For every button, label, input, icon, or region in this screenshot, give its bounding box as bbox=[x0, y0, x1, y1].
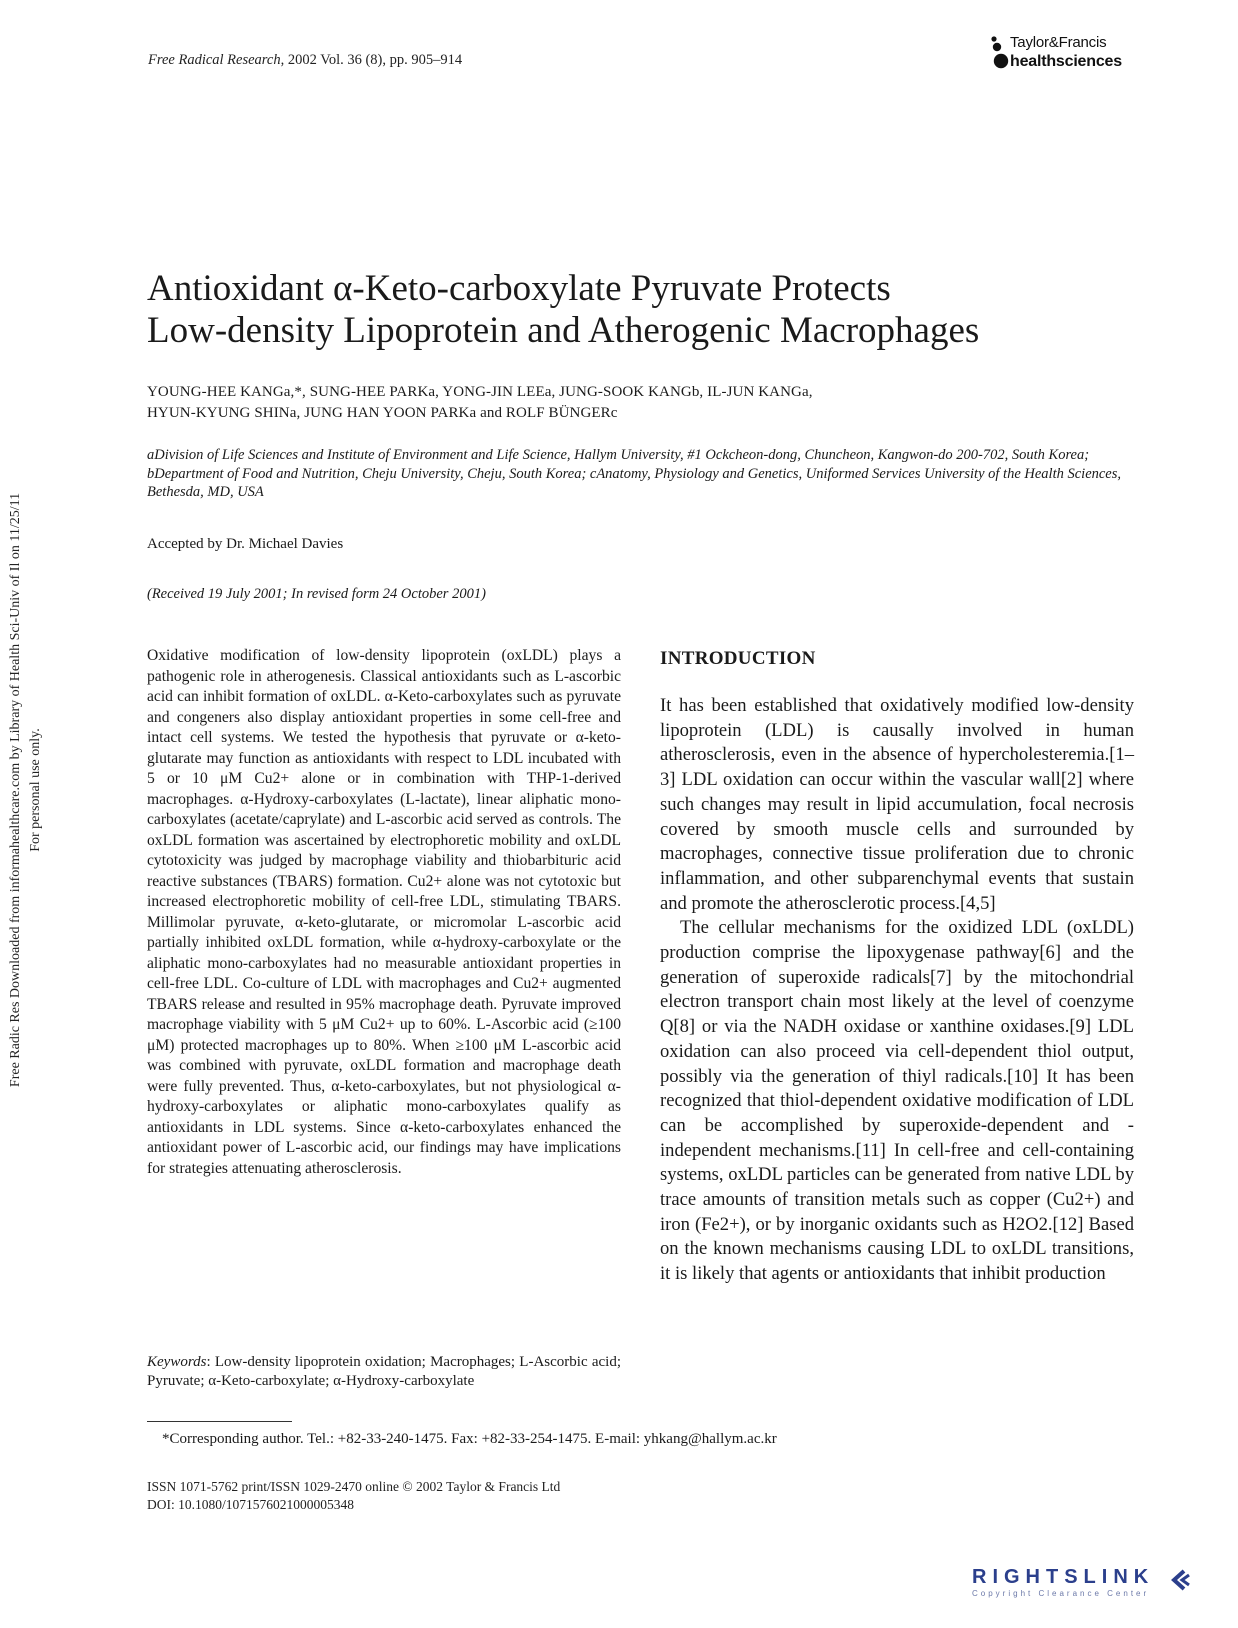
introduction-body bbox=[660, 694, 1134, 1287]
received-dates: (Received 19 July 2001; In revised form 24 October 2001) bbox=[147, 586, 486, 602]
authors-line-1: YOUNG-HEE KANGa,*, SUNG-HEE PARKa, YONG-JIN LEEa, JUNG-SOOK KANGb, IL-JUN KANGa, bbox=[147, 384, 813, 400]
journal-volume-pages: , 2002 Vol. 36 (8), pp. 905–914 bbox=[280, 52, 463, 68]
intro-paragraph-2: The cellular mechanisms for the oxidized LDL (oxLDL) production comprise the lipoxygenase pathway[6] and the generation of superoxide radicals[7] by the mitochondrial electron transport chain most likely at the level of coenzyme Q[8] or via the NADH oxidase or xanthine oxidases.[9] LDL oxidation can also proceed via cell-dependent thiol output, possibly via the generation of thiyl radicals.[10] It has been recognized that thiol-dependent oxidative modification of LDL can be accomplished by superoxide-dependent and -independent mechanisms.[11] In cell-free and cell-containing systems, oxLDL particles can be generated from native LDL by trace amounts of transition metals such as copper (Cu2+) and iron (Fe2+), or by inorganic oxidants such as H2O2.[12] Based on the known mechanisms causing LDL to oxLDL transitions, it is likely that agents or antioxidants that inhibit production bbox=[660, 917, 1134, 1285]
publisher-logo bbox=[988, 34, 1148, 74]
title-line-2: Low-density Lipoprotein and Atherogenic Macrophages bbox=[147, 310, 980, 351]
publisher-name: Taylor&Francis bbox=[1010, 34, 1107, 51]
affiliations: aDivision of Life Sciences and Institute of Environment and Life Science, Hallym University, #1 Ockcheon-dong, Chuncheon, Kangwon-do 200-702, South Korea; bDepartment of Food and Nutrition, Cheju University, Cheju, South Korea; cAnatomy, Physiology and Genetics, Uniformed Services University of the Health Sciences, Bethesda, MD, USA bbox=[147, 447, 1122, 500]
title-line-1: Antioxidant α-Keto-carboxylate Pyruvate Protects bbox=[147, 268, 891, 309]
publication-info bbox=[147, 1478, 560, 1514]
journal-citation bbox=[148, 52, 462, 69]
author-list bbox=[147, 382, 1147, 424]
journal-name: Free Radical Research bbox=[148, 52, 281, 68]
abstract: Oxidative modification of low-density lipoprotein (oxLDL) plays a pathogenic role in atherogenesis. Classical antioxidants such as L-ascorbic acid can inhibit formation of oxLDL. α-Keto-carboxylates such as pyruvate and congeners also display antioxidant properties in some cell-free and intact cell systems. We tested the hypothesis that pyruvate or α-keto-glutarate may function as antioxidants with respect to LDL incubated with 5 or 10 μM Cu2+ alone or in combination with THP-1-derived macrophages. α-Hydroxy-carboxylates (L-lactate), linear aliphatic mono-carboxylates (acetate/caprylate) and L-ascorbic acid served as controls. The oxLDL formation was ascertained by electrophoretic mobility and oxLDL cytotoxicity was judged by macrophage viability and thiobarbituric acid reactive substances (TBARS) formation. Cu2+ alone was not cytotoxic but increased electrophoretic mobility of cell-free LDL, stimulating TBARS. Millimolar pyruvate, α-keto-glutarate, or micromolar L-ascorbic acid partially inhibited oxLDL formation, while α-hydroxy-carboxylate or the aliphatic mono-carboxylates had no measurable antioxidant properties in cell-free LDL. Co-culture of LDL with macrophages and Cu2+ augmented TBARS release and resulted in 95% macrophage death. Pyruvate improved macrophage viability with 5 μM Cu2+ up to 60%. L-Ascorbic acid (≥100 μM) protected macrophages up to 80%. When ≥100 μM L-ascorbic acid was combined with pyruvate, oxLDL formation and macrophage death were fully prevented. Thus, α-keto-carboxylates, but not physiological α-hydroxy-carboxylates or aliphatic mono-carboxylates qualify as antioxidants in LDL systems. Since α-keto-carboxylates enhanced the antioxidant power of L-ascorbic acid, our findings may have implications for strategies attenuating atherosclerosis. bbox=[147, 647, 621, 1177]
publisher-dots-icon bbox=[988, 34, 1010, 74]
authors-line-2: HYUN-KYUNG SHINa, JUNG HAN YOON PARKa and ROLF BÜNGERc bbox=[147, 405, 618, 421]
doi-line: DOI: 10.1080/1071576021000005348 bbox=[147, 1497, 354, 1512]
keywords-label: Keywords bbox=[147, 1354, 207, 1370]
download-watermark bbox=[6, 430, 50, 1150]
rightslink-badge bbox=[972, 1566, 1198, 1606]
download-notice: Free Radic Res Downloaded from informahealthcare.com by Library of Health Sci-Univ of Il on 11/25/11 bbox=[8, 492, 23, 1088]
rightslink-arrow-icon bbox=[1168, 1568, 1192, 1592]
personal-use-notice: For personal use only. bbox=[28, 728, 43, 852]
issn-line: ISSN 1071-5762 print/ISSN 1029-2470 online © 2002 Taylor & Francis Ltd bbox=[147, 1479, 561, 1494]
rightslink-logo-text: RIGHTSLINK bbox=[972, 1566, 1155, 1588]
rightslink-subtitle: Copyright Clearance Center bbox=[972, 1589, 1150, 1598]
footnote-divider bbox=[147, 1421, 292, 1422]
keywords bbox=[147, 1353, 621, 1390]
article-title bbox=[147, 268, 1147, 352]
introduction-heading: INTRODUCTION bbox=[660, 648, 816, 669]
intro-paragraph-1: It has been established that oxidatively modified low-density lipoprotein (LDL) is causally involved in human atherosclerosis, even in the absence of hypercholesteremia.[1–3] LDL oxidation can occur within the vascular wall[2] where such changes may result in lipid accumulation, focal necrosis covered by smooth muscle cells and surrounded by macrophages, connective tissue proliferation due to chronic inflammation, and other subparenchymal events that sustain and promote the atherosclerotic process.[4,5] bbox=[660, 695, 1134, 914]
accepted-by: Accepted by Dr. Michael Davies bbox=[147, 536, 344, 552]
publisher-division: healthsciences bbox=[1010, 53, 1122, 70]
corresponding-author-footnote: *Corresponding author. Tel.: +82-33-240-1475. Fax: +82-33-254-1475. E-mail: yhkang@hallym.ac.kr bbox=[162, 1431, 777, 1447]
keywords-list: : Low-density lipoprotein oxidation; Macrophages; L-Ascorbic acid; Pyruvate; α-Keto-carboxylate; α-Hydroxy-carboxylate bbox=[147, 1354, 621, 1389]
